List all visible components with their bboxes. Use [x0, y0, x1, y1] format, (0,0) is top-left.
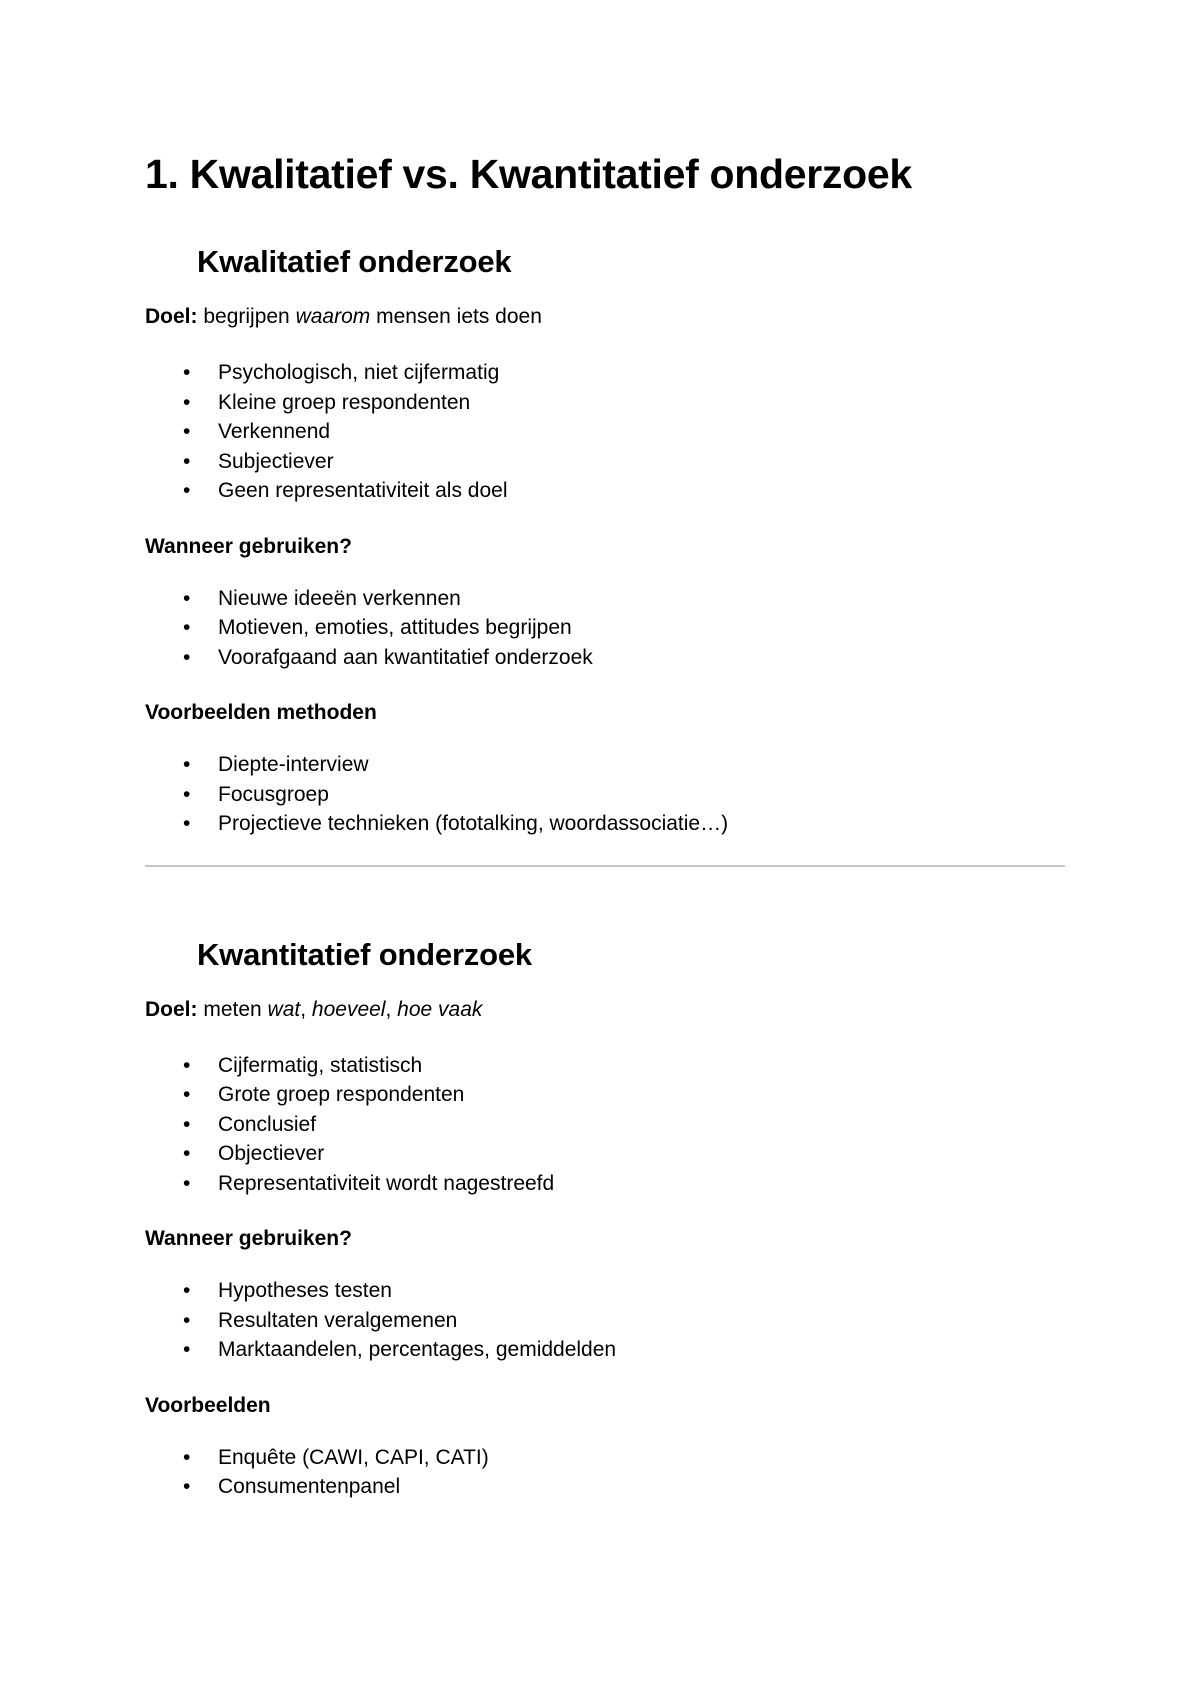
list-item	[145, 1472, 1065, 1502]
bullet-icon: •	[183, 479, 191, 502]
examples-heading: Voorbeelden methoden	[145, 701, 377, 724]
list-item-text: Geen representativiteit als doel	[218, 479, 508, 502]
traits-list	[145, 1051, 1065, 1199]
list-item-text: Nieuwe ideeën verkennen	[218, 586, 461, 610]
traits-list	[145, 358, 1065, 506]
bullet-icon: •	[183, 1279, 191, 1302]
list-item-text: Resultaten veralgemenen	[218, 1308, 458, 1332]
list-item-text: Conclusief	[218, 1112, 317, 1136]
list-item-text: Diepte-interview	[218, 753, 369, 776]
list-item	[145, 1443, 1065, 1473]
list-item	[145, 1335, 1065, 1365]
bullet-icon: •	[183, 1475, 191, 1498]
list-item	[145, 613, 1065, 643]
goal-label: Doel:	[145, 997, 198, 1021]
list-item	[145, 584, 1065, 614]
list-item	[145, 447, 1065, 477]
bullet-icon: •	[183, 1142, 191, 1165]
list-item	[145, 809, 1065, 839]
bullet-icon: •	[183, 1053, 191, 1077]
when-list	[145, 1276, 1065, 1365]
goal-paragraph	[145, 302, 1065, 332]
list-item	[145, 1139, 1065, 1169]
bullet-icon: •	[183, 1083, 191, 1106]
list-item-text: Voorafgaand aan kwantitatief onderzoek	[218, 645, 593, 669]
list-item	[145, 1110, 1065, 1140]
list-item	[145, 1276, 1065, 1306]
bullet-icon: •	[183, 1445, 191, 1469]
bullet-icon: •	[183, 361, 191, 384]
bullet-icon: •	[183, 1308, 191, 1332]
list-item-text: Marktaandelen, percentages, gemiddelden	[218, 1338, 617, 1361]
bullet-icon: •	[183, 390, 191, 414]
section-heading: Kwalitatief onderzoek	[197, 244, 512, 279]
bullet-icon: •	[183, 449, 191, 473]
bullet-icon: •	[183, 420, 191, 443]
section-kwalitatief	[145, 242, 1065, 839]
list-item-text: Kleine groep respondenten	[218, 390, 471, 414]
goal-emphasis: hoe vaak	[397, 997, 483, 1021]
list-item-text: Enquête (CAWI, CAPI, CATI)	[218, 1445, 489, 1469]
examples-list	[145, 1443, 1065, 1502]
goal-emphasis: hoeveel	[311, 997, 386, 1021]
list-item-text: Subjectiever	[218, 449, 334, 473]
list-item-text: Verkennend	[218, 420, 331, 443]
list-item	[145, 417, 1065, 447]
list-item-text: Objectiever	[218, 1142, 325, 1165]
goal-text: meten	[197, 997, 268, 1021]
goal-paragraph	[145, 995, 1065, 1025]
list-item-text: Psychologisch, niet cijfermatig	[218, 361, 500, 384]
bullet-icon: •	[183, 586, 191, 610]
goal-emphasis: waarom	[295, 305, 371, 328]
bullet-icon: •	[183, 782, 191, 806]
horizontal-divider	[145, 865, 1065, 867]
bullet-icon: •	[183, 616, 191, 639]
goal-emphasis: wat	[267, 997, 301, 1021]
list-item	[145, 388, 1065, 418]
list-item-text: Hypotheses testen	[218, 1279, 392, 1302]
examples-list	[145, 750, 1065, 839]
bullet-icon: •	[183, 812, 191, 835]
bullet-icon: •	[183, 753, 191, 776]
document-title: 1. Kwalitatief vs. Kwantitatief onderzoek	[145, 151, 912, 197]
when-heading: Wanneer gebruiken?	[145, 1227, 352, 1250]
list-item-text: Cijfermatig, statistisch	[218, 1053, 423, 1077]
list-item	[145, 643, 1065, 673]
list-item	[145, 358, 1065, 388]
list-item	[145, 1306, 1065, 1336]
goal-separator: ,	[300, 997, 312, 1021]
goal-label: Doel:	[145, 305, 198, 328]
examples-heading: Voorbeelden	[145, 1393, 271, 1417]
list-item	[145, 476, 1065, 506]
list-item-text: Grote groep respondenten	[218, 1083, 465, 1106]
when-heading: Wanneer gebruiken?	[145, 534, 352, 558]
when-list	[145, 584, 1065, 673]
list-item	[145, 780, 1065, 810]
list-item-text: Projectieve technieken (fototalking, woordassociatie…)	[218, 812, 729, 835]
bullet-icon: •	[183, 1171, 191, 1195]
bullet-icon: •	[183, 1338, 191, 1361]
goal-text: mensen iets doen	[370, 305, 542, 328]
list-item	[145, 1169, 1065, 1199]
section-kwantitatief	[145, 935, 1065, 1502]
goal-text: begrijpen	[197, 305, 296, 328]
list-item-text: Consumentenpanel	[218, 1475, 401, 1498]
list-item-text: Motieven, emoties, attitudes begrijpen	[218, 616, 572, 639]
bullet-icon: •	[183, 645, 191, 669]
list-item	[145, 1051, 1065, 1081]
list-item	[145, 1080, 1065, 1110]
goal-separator: ,	[385, 997, 398, 1021]
section-heading: Kwantitatief onderzoek	[197, 936, 532, 972]
list-item-text: Focusgroep	[218, 782, 329, 806]
list-item-text: Representativiteit wordt nagestreefd	[218, 1171, 555, 1195]
bullet-icon: •	[183, 1112, 191, 1136]
list-item	[145, 750, 1065, 780]
